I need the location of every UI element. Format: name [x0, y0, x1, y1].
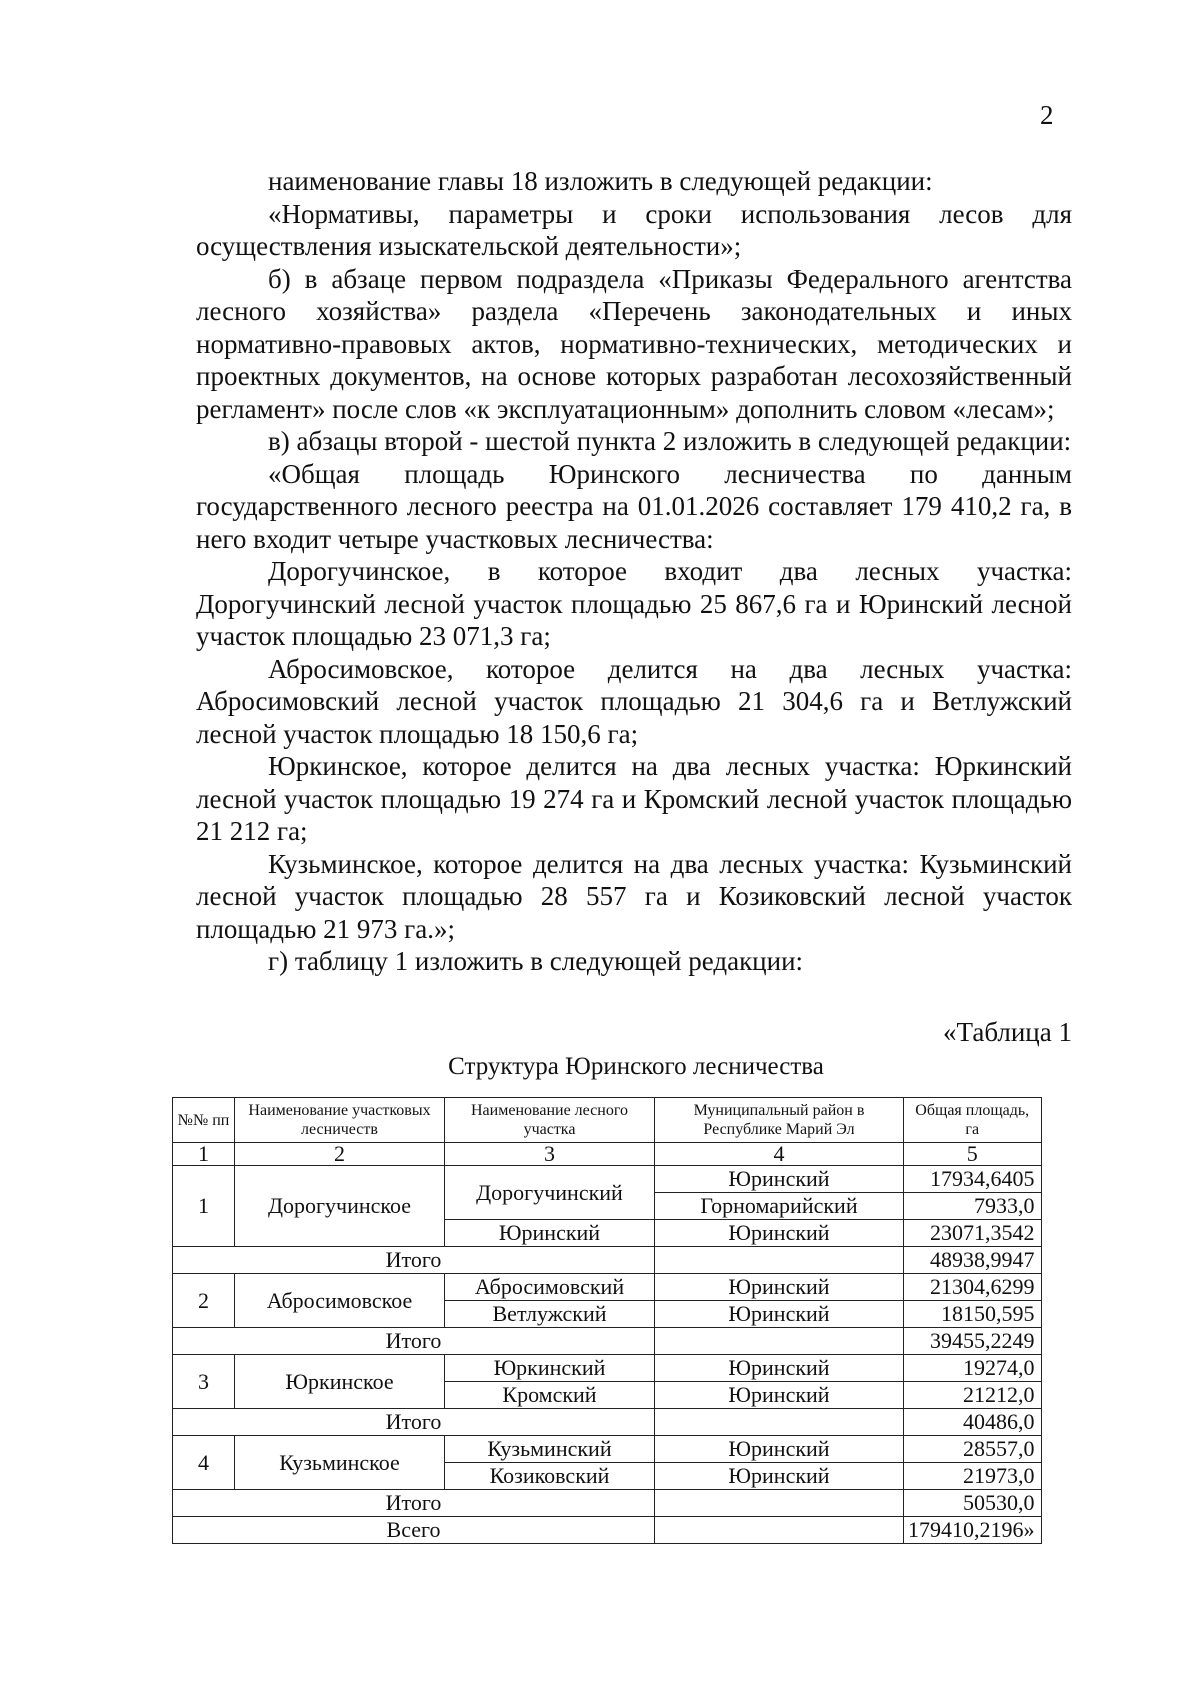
forestry-name: Дорогучинское [235, 1166, 445, 1247]
area: 19274,0 [904, 1355, 1042, 1382]
header-cell: №№ пп [173, 1098, 235, 1143]
subtotal-label: Итого [173, 1247, 655, 1274]
empty-cell [655, 1409, 904, 1436]
area: 17934,6405 [904, 1166, 1042, 1193]
table-row [173, 1355, 1042, 1382]
header-cell: Наименование участковых лесничеств [235, 1098, 445, 1143]
forestry-number: 3 [173, 1355, 235, 1409]
header-cell: Наименование лесного участка [445, 1098, 655, 1143]
empty-cell [655, 1517, 904, 1544]
forestry-number: 4 [173, 1436, 235, 1490]
paragraph: наименование главы 18 изложить в следующей редакции: [268, 166, 933, 196]
subtotal-value: 40486,0 [904, 1409, 1042, 1436]
grand-total-row [173, 1517, 1042, 1544]
paragraph: «Общая площадь Юринского лесничества по данным государственного лесного реестра на 01.01.2026 составляет 179 410,2 га, в него входит четыре участковых лесничества: [196, 458, 1072, 554]
plot-name: Кузьминский [445, 1436, 655, 1463]
area: 21973,0 [904, 1463, 1042, 1490]
column-number-row [173, 1143, 1042, 1166]
column-number: 4 [655, 1143, 904, 1166]
header-cell: Муниципальный район в Республике Марий Эл [655, 1098, 904, 1143]
district: Горномарийский [655, 1193, 904, 1220]
district: Юринский [655, 1301, 904, 1328]
district: Юринский [655, 1355, 904, 1382]
district: Юринский [655, 1166, 904, 1193]
subtotal-value: 48938,9947 [904, 1247, 1042, 1274]
header-cell: Общая площадь, га [904, 1098, 1042, 1143]
forestry-number: 2 [173, 1274, 235, 1328]
document-body [196, 165, 1072, 978]
forestry-name: Абросимовское [235, 1274, 445, 1328]
plot-name: Дорогучинский [445, 1166, 655, 1220]
district: Юринский [655, 1382, 904, 1409]
paragraph: Юркинское, которое делится на два лесных участка: Юркинский лесной участок площадью 19 274 га и Кромский лесной участок площадью 21 212 га; [196, 751, 1072, 846]
forestry-name: Кузьминское [235, 1436, 445, 1490]
area: 18150,595 [904, 1301, 1042, 1328]
table-row [173, 1166, 1042, 1193]
paragraph: Абросимовское, которое делится на два лесных участка: Абросимовский лесной участок площадью 21 304,6 га и Ветлужский лесной участок площадью 18 150,6 га; [196, 653, 1072, 749]
paragraph: Кузьминское, которое делится на два лесных участка: Кузьминский лесной участок площадью 28 557 га и Козиковский лесной участок площадью 21 973 га.»; [196, 848, 1072, 944]
subtotal-row [173, 1409, 1042, 1436]
table-row [173, 1274, 1042, 1301]
column-number: 1 [173, 1143, 235, 1166]
paragraph: г) таблицу 1 изложить в следующей редакции: [268, 946, 804, 976]
plot-name: Юркинский [445, 1355, 655, 1382]
paragraph: в) абзацы второй - шестой пункта 2 изложить в следующей редакции: [268, 426, 1072, 456]
empty-cell [655, 1328, 904, 1355]
forestry-number: 1 [173, 1166, 235, 1247]
area: 21212,0 [904, 1382, 1042, 1409]
column-number: 2 [235, 1143, 445, 1166]
plot-name: Абросимовский [445, 1274, 655, 1301]
table-title: Структура Юринского лесничества [448, 1053, 824, 1080]
table-label: «Таблица 1 [943, 1017, 1072, 1047]
grand-total-value: 179410,2196» [904, 1517, 1042, 1544]
forestry-structure-table [172, 1097, 1042, 1544]
district: Юринский [655, 1274, 904, 1301]
plot-name: Ветлужский [445, 1301, 655, 1328]
plot-name: Кромский [445, 1382, 655, 1409]
paragraph: Дорогучинское, в которое входит два лесных участка: Дорогучинский лесной участок площадью 25 867,6 га и Юринский лесной участок площадью 23 071,3 га; [196, 556, 1072, 651]
subtotal-row [173, 1490, 1042, 1517]
subtotal-label: Итого [173, 1409, 655, 1436]
plot-name: Юринский [445, 1220, 655, 1247]
district: Юринский [655, 1220, 904, 1247]
area: 7933,0 [904, 1193, 1042, 1220]
table-header-row [173, 1098, 1042, 1143]
district: Юринский [655, 1463, 904, 1490]
paragraph: б) в абзаце первом подраздела «Приказы Федерального агентства лесного хозяйства» раздела «Перечень законодательных и иных нормативно-правовых актов, нормативно-технических, методических и проектных документов, на основе которых разработан лесохозяйственный регламент» после слов «к эксплуатационным» дополнить словом «лесам»; [196, 263, 1072, 424]
column-number: 5 [904, 1143, 1042, 1166]
area: 23071,3542 [904, 1220, 1042, 1247]
grand-total-label: Всего [173, 1517, 655, 1544]
forestry-name: Юркинское [235, 1355, 445, 1409]
subtotal-row [173, 1328, 1042, 1355]
column-number: 3 [445, 1143, 655, 1166]
subtotal-value: 50530,0 [904, 1490, 1042, 1517]
paragraph: «Нормативы, параметры и сроки использования лесов для осуществления изыскательской деятельности»; [196, 198, 1072, 261]
area: 21304,6299 [904, 1274, 1042, 1301]
area: 28557,0 [904, 1436, 1042, 1463]
page-number: 2 [1040, 100, 1054, 130]
district: Юринский [655, 1436, 904, 1463]
subtotal-value: 39455,2249 [904, 1328, 1042, 1355]
table-row [173, 1436, 1042, 1463]
subtotal-label: Итого [173, 1490, 655, 1517]
subtotal-label: Итого [173, 1328, 655, 1355]
subtotal-row [173, 1247, 1042, 1274]
plot-name: Козиковский [445, 1463, 655, 1490]
empty-cell [655, 1490, 904, 1517]
empty-cell [655, 1247, 904, 1274]
